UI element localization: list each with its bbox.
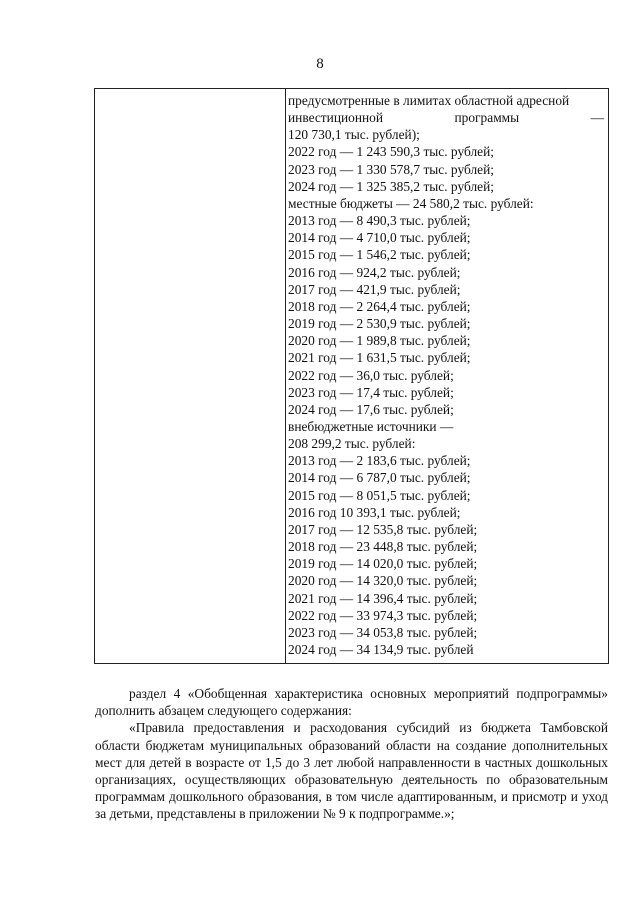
justified-word: —	[590, 110, 604, 126]
table-line: 2022 год — 33 974,3 тыс. рублей;	[288, 607, 478, 623]
table-line: местные бюджеты — 24 580,2 тыс. рублей:	[288, 195, 534, 211]
page-number: 8	[316, 56, 324, 72]
table-line: 2013 год — 2 183,6 тыс. рублей;	[288, 453, 471, 469]
document-body	[95, 685, 608, 823]
table-line: 2015 год — 1 546,2 тыс. рублей;	[288, 247, 471, 263]
table-line: 2015 год — 8 051,5 тыс. рублей;	[288, 487, 471, 503]
table-line: 2024 год — 17,6 тыс. рублей;	[288, 401, 454, 417]
table-line: 2021 год — 14 396,4 тыс. рублей;	[288, 590, 478, 606]
quoted-rule-paragraph: «Правила предоставления и расходования субсидий из бюджета Тамбовской области бюджетам муниципальных образований области на создание дополнительных мест для детей в возрасте от 1,5 до 3 лет любой направленности в частных дошкольных организациях, осуществляющих образовательную деятельность по образовательным программам дошкольного образования, в том числе адаптированным, и присмотр и уход за детьми, представлены в приложении № 9 к подпрограмме.»;	[95, 720, 608, 822]
justified-word: инвестиционной	[288, 110, 384, 126]
table-line: 2022 год — 1 243 590,3 тыс. рублей;	[288, 144, 494, 160]
table-line: 2016 год — 924,2 тыс. рублей;	[288, 264, 461, 280]
table-line: 2020 год — 1 989,8 тыс. рублей;	[288, 333, 471, 349]
table-line: 208 299,2 тыс. рублей:	[288, 436, 416, 452]
table-line: 2018 год — 23 448,8 тыс. рублей;	[288, 539, 478, 555]
table-line: 2014 год — 4 710,0 тыс. рублей;	[288, 230, 471, 246]
table-line: 2024 год — 34 134,9 тыс. рублей	[288, 642, 474, 657]
table-line: 2013 год — 8 490,3 тыс. рублей;	[288, 213, 471, 229]
table-line: 2023 год — 17,4 тыс. рублей;	[288, 384, 454, 400]
table-line: 2022 год — 36,0 тыс. рублей;	[288, 367, 454, 383]
table-line-justified	[288, 109, 604, 126]
table-line: 2017 год — 421,9 тыс. рублей;	[288, 281, 461, 297]
table-line: 2019 год — 14 020,0 тыс. рублей;	[288, 556, 478, 572]
table-line: 120 730,1 тыс. рублей);	[288, 127, 420, 143]
table-line: 2020 год — 14 320,0 тыс. рублей;	[288, 573, 478, 589]
amendment-paragraph: раздел 4 «Обобщенная характеристика основных мероприятий подпрограммы» дополнить абзацем следующего содержания:	[95, 686, 608, 719]
table-line: 2023 год — 34 053,8 тыс. рублей;	[288, 624, 478, 640]
table-line: 2024 год — 1 325 385,2 тыс. рублей;	[288, 178, 494, 194]
table-line: 2016 год 10 393,1 тыс. рублей;	[288, 504, 461, 520]
funding-table	[94, 88, 609, 664]
table-line: предусмотренные в лимитах областной адресной	[288, 93, 570, 108]
table-line: 2018 год — 2 264,4 тыс. рублей;	[288, 298, 471, 314]
table-line: 2017 год — 12 535,8 тыс. рублей;	[288, 521, 478, 537]
table-line: внебюджетные источники —	[288, 418, 454, 434]
table-line: 2014 год — 6 787,0 тыс. рублей;	[288, 470, 471, 486]
table-column-divider	[285, 89, 286, 663]
justified-word: программы	[454, 110, 520, 126]
table-line: 2023 год — 1 330 578,7 тыс. рублей;	[288, 161, 494, 177]
table-line: 2021 год — 1 631,5 тыс. рублей;	[288, 350, 471, 366]
table-line: 2019 год — 2 530,9 тыс. рублей;	[288, 316, 471, 332]
funding-details-cell	[288, 92, 604, 658]
